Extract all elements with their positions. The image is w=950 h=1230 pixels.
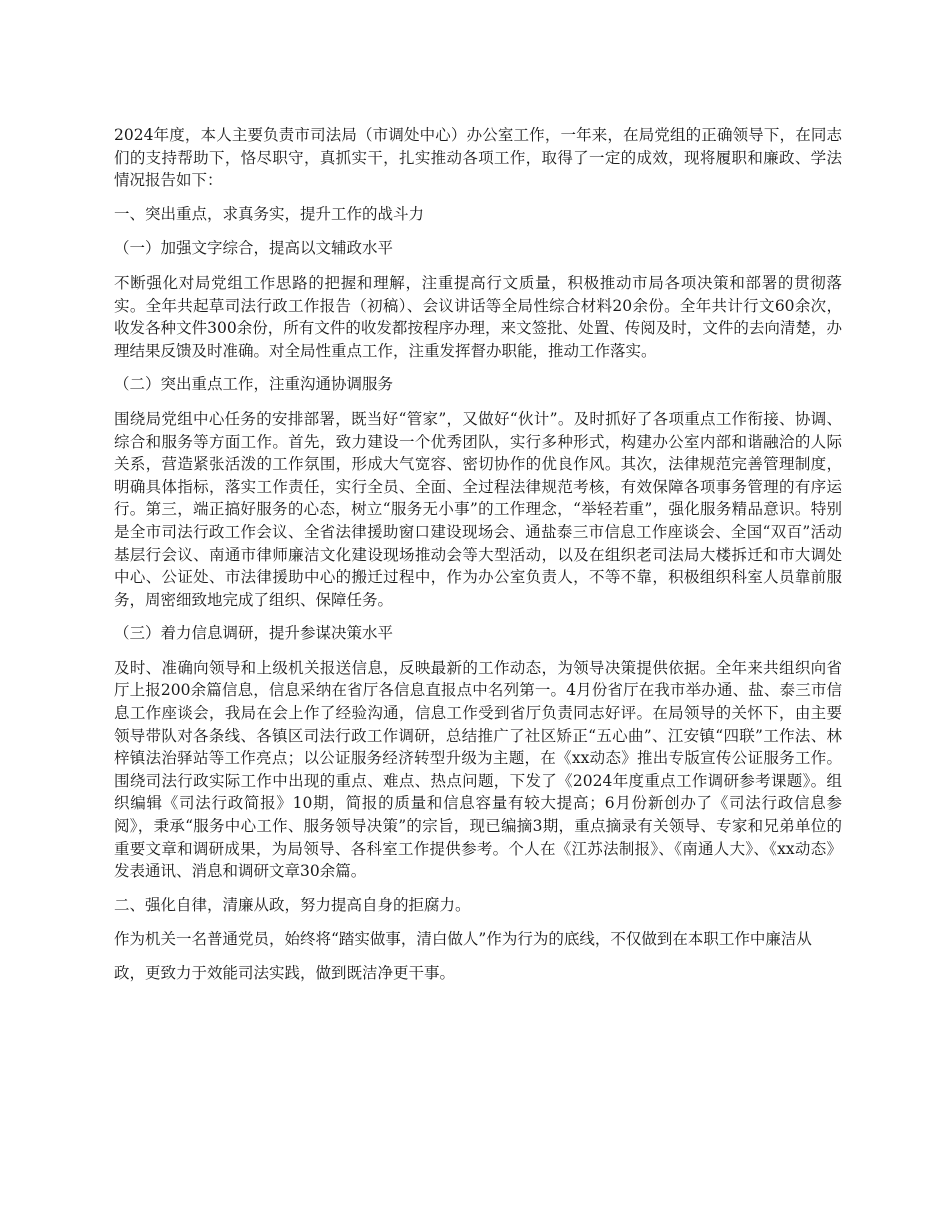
subsection-heading-1: （一）加强文字综合，提高以文辅政水平	[114, 239, 394, 258]
body-paragraph-5: 政，更致力于效能司法实践，做到既洁净更干事。	[114, 964, 456, 982]
subsection-heading-3: （三）着力信息调研，提升参谋决策水平	[114, 624, 394, 643]
intro-paragraph: 2024年度，本人主要负责市司法局（市调处中心）办公室工作，一年来，在局党组的正确领导下，在同志们的支持帮助下，恪尽职守，真抓实干，扎实推动各项工作，取得了一定的成效，现将履职和廉政、学法情况报告如下：	[114, 126, 842, 190]
section-heading-2: 二、强化自律，清廉从政，努力提高自身的拒腐力。	[114, 895, 471, 914]
section-heading-1: 一、突出重点，求真务实，提升工作的战斗力	[114, 204, 425, 223]
body-paragraph-2: 围绕局党组中心任务的安排部署，既当好“管家”，又做好“伙计”。及时抓好了各项重点工作衔接、协调、综合和服务等方面工作。首先，致力建设一个优秀团队，实行多种形式，构建办公室内部和谐融洽的人际关系，营造紧张活泼的工作氛围，形成大气宽容、密切协作的优良作风。其次，法律规范完善管理制度，明确具体指标，落实工作责任，实行全员、全面、全过程法律规范考核，有效保障各项事务管理的有序运行。第三，端正搞好服务的心态，树立“服务无小事”的工作理念，“举轻若重”，强化服务精品意识。特别是全市司法行政工作会议、全省法律援助窗口建设现场会、通盐泰三市信息工作座谈会、全国“双百”活动基层行会议、南通市律师廉洁文化建设现场推动会等大型活动，以及在组织老司法局大楼拆迁和市大调处中心、公证处、市法律援助中心的搬迁过程中，作为办公室负责人，不等不靠，积极组织科室人员靠前服务，周密细致地完成了组织、保障任务。	[114, 409, 842, 609]
body-paragraph-1: 不断强化对局党组工作思路的把握和理解，注重提高行文质量，积极推动市局各项决策和部署的贯彻落实。全年共起草司法行政工作报告（初稿）、会议讲话等全局性综合材料20余份。全年共计行文60余次，收发各种文件300余份，所有文件的收发都按程序办理，来文签批、处置、传阅及时，文件的去向清楚，办理结果反馈及时准确。对全局性重点工作，注重发挥督办职能，推动工作落实。	[114, 273, 842, 360]
subsection-heading-2: （二）突出重点工作，注重沟通协调服务	[114, 375, 394, 394]
body-paragraph-3: 及时、准确向领导和上级机关报送信息，反映最新的工作动态，为领导决策提供依据。全年来共组织向省厅上报200余篇信息，信息采纳在省厅各信息直报点中名列第一。4月份省厅在我市举办通、盐、泰三市信息工作座谈会，我局在会上作了经验沟通，信息工作受到省厅负责同志好评。在局领导的关怀下，由主要领导带队对各条线、各镇区司法行政工作调研，总结推广了社区矫正“五心曲”、江安镇“四联”工作法、林梓镇法治驿站等工作亮点；以公证服务经济转型升级为主题，在《xx动态》推出专版宣传公证服务工作。围绕司法行政实际工作中出现的重点、难点、热点问题，下发了《2024年度重点工作调研参考课题》。组织编辑《司法行政简报》10期，简报的质量和信息容量有较大提高；6月份新创办了《司法行政信息参阅》，秉承“服务中心工作、服务领导决策”的宗旨，现已编摘3期，重点摘录有关领导、专家和兄弟单位的重要文章和调研成果，为局领导、各科室工作提供参考。个人在《江苏法制报》、《南通人大》、《xx动态》发表通讯、消息和调研文章30余篇。	[114, 658, 842, 881]
document-body	[114, 124, 842, 996]
body-paragraph-4: 作为机关一名普通党员，始终将“踏实做事，清白做人”作为行为的底线，不仅做到在本职工作中廉洁从	[114, 930, 812, 949]
